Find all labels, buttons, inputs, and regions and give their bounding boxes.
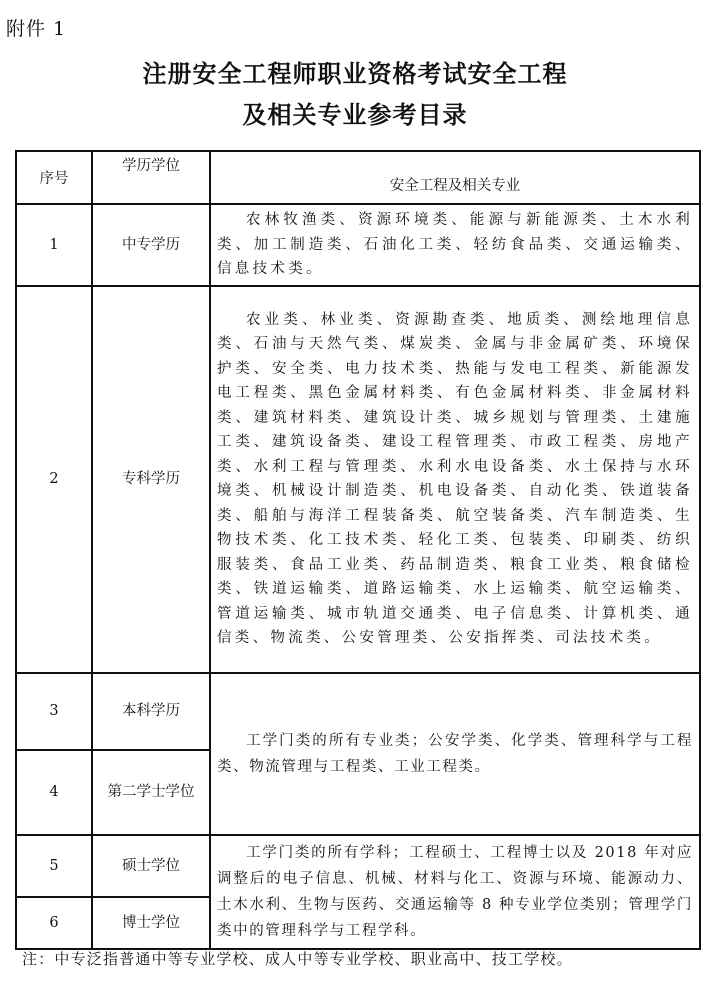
row-majors: 农业类、林业类、资源勘查类、地质类、测绘地理信息类、石油与天然气类、煤炭类、金属与非金属矿类、环境保护类、安全类、电力技术类、热能与发电工程类、新能源发电工程类、黑色金属材料类、有色金属材料类、非金属材料类、建筑材料类、建筑设计类、城乡规划与管理类、土建施工类、建筑设备类、建设工程管理类、市政工程类、房地产类、水利工程与管理类、水利水电设备类、水土保持与水环境类、机械设计制造类、机电设备类、自动化类、铁道装备类、船舶与海洋工程装备类、航空装备类、汽车制造类、生物技术类、化工技术类、轻化工类、包装类、印刷类、纺织服装类、食品工业类、药品制造类、粮食工业类、粮食储检类、铁道运输类、道路运输类、水上运输类、航空运输类、管道运输类、城市轨道交通类、电子信息类、计算机类、通信类、物流类、公安管理类、公安指挥类、司法技术类。	[210, 286, 700, 673]
row-no: 3	[16, 673, 92, 750]
row-degree: 本科学历	[92, 673, 210, 750]
row-no: 2	[16, 286, 92, 673]
attachment-label: 附件 1	[6, 18, 67, 40]
row-no: 1	[16, 204, 92, 286]
row-degree: 中专学历	[92, 204, 210, 286]
table-header-row	[16, 151, 700, 204]
row-no: 6	[16, 897, 92, 949]
row-majors-merged-3-4: 工学门类的所有专业类；公安学类、化学类、管理科学与工程类、物流管理与工程类、工业工程类。	[210, 673, 700, 835]
row-no: 5	[16, 835, 92, 897]
table-row	[16, 835, 700, 897]
document-title-line1: 注册安全工程师职业资格考试安全工程	[142, 60, 568, 88]
row-no: 4	[16, 750, 92, 835]
row-majors: 农林牧渔类、资源环境类、能源与新能源类、土木水利类、加工制造类、石油化工类、轻纺食品类、交通运输类、信息技术类。	[210, 204, 700, 286]
table-row	[16, 204, 700, 286]
document-title-line2: 及相关专业参考目录	[242, 101, 468, 129]
footnote: 注：中专泛指普通中等专业学校、成人中等专业学校、职业高中、技工学校。	[22, 950, 573, 968]
row-majors-merged-5-6: 工学门类的所有学科；工程硕士、工程博士以及 2018 年对应调整后的电子信息、机械、材料与化工、资源与环境、能源动力、土木水利、生物与医药、交通运输等 8 种专业学位类别；管理学门类中的管理科学与工程学科。	[210, 835, 700, 949]
row-degree: 博士学位	[92, 897, 210, 949]
header-degree: 学历学位	[92, 151, 210, 204]
row-degree: 硕士学位	[92, 835, 210, 897]
table-row	[16, 673, 700, 750]
majors-table	[15, 150, 701, 950]
header-no: 序号	[16, 151, 92, 204]
header-majors: 安全工程及相关专业	[210, 151, 700, 204]
row-degree: 专科学历	[92, 286, 210, 673]
table-row	[16, 286, 700, 673]
row-degree: 第二学士学位	[92, 750, 210, 835]
